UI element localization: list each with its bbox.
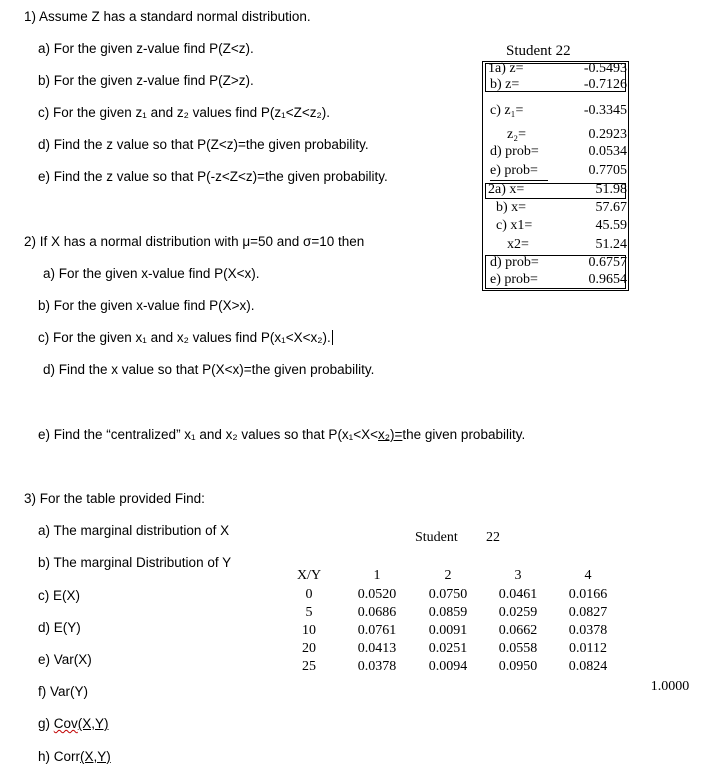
joint-table-row-header: 25 [302, 659, 316, 674]
joint-table-cell: 0.0761 [357, 623, 397, 638]
q3-part-a: a) The marginal distribution of X [38, 523, 230, 538]
student-table-label: c) z₁= [490, 103, 524, 118]
joint-table-col-header: 1 [373, 568, 381, 583]
q2-part-a: a) For the given x-value find P(X<x). [43, 266, 260, 281]
student-table-label: 2a) x= [488, 182, 525, 197]
student-table-value: -0.5493 [583, 61, 627, 76]
joint-table-cell: 0.0461 [498, 587, 538, 602]
q3-part-h-args: (X,Y) [80, 749, 111, 764]
q3-part-f: f) Var(Y) [38, 684, 88, 699]
student-table-label: c) x1= [496, 218, 533, 233]
student-table-value: 0.0534 [588, 144, 627, 159]
student-table-value: 0.2923 [588, 127, 627, 142]
student-table-label: 1a) z= [488, 61, 524, 76]
student-table-value: 0.7705 [588, 163, 627, 178]
q1-part-d: d) Find the z value so that P(Z<z)=the given probability. [38, 137, 369, 152]
q1-part-e: e) Find the z value so that P(-z<Z<z)=the given probability. [38, 169, 388, 184]
q3-title: 3) For the table provided Find: [24, 491, 205, 506]
q2-part-e-end: the given probability. [402, 427, 526, 442]
joint-table-cell: 0.0112 [569, 641, 607, 656]
q3-part-g-args: (X,Y) [77, 716, 109, 731]
joint-table-cell: 0.0686 [357, 605, 397, 620]
student-table-underline [490, 180, 548, 181]
q3-part-c: c) E(X) [38, 588, 80, 603]
joint-table-cell: 0.0558 [498, 641, 538, 656]
joint-table-total: 1.0000 [650, 679, 690, 694]
q3-part-d: d) E(Y) [38, 620, 81, 635]
joint-table-col-header: 2 [444, 568, 452, 583]
q3-part-e: e) Var(X) [38, 652, 92, 667]
joint-table-col-header: 3 [514, 568, 522, 583]
joint-table-cell: 0.0091 [428, 623, 468, 638]
student-table-label: z₂= [507, 127, 526, 142]
joint-table-col-header: 4 [584, 568, 592, 583]
q3-part-h [38, 749, 111, 764]
joint-table-cell: 0.0094 [428, 659, 468, 674]
joint-table-cell: 0.0824 [568, 659, 608, 674]
student-table-label: d) prob= [490, 255, 539, 270]
student-table-value: -0.7126 [583, 77, 627, 92]
joint-table-student-label: Student [415, 530, 458, 545]
student-table-value: 51.24 [595, 237, 627, 252]
student-table-value: 45.59 [595, 218, 627, 233]
joint-table-cell: 0.0378 [568, 623, 608, 638]
student-table-label: x2= [507, 237, 529, 252]
joint-table-cell: 0.0251 [428, 641, 468, 656]
joint-table-cell: 0.0378 [357, 659, 397, 674]
joint-table-cell: 0.0950 [498, 659, 538, 674]
q2-part-c[interactable] [38, 330, 333, 345]
q2-part-e-text: e) Find the “centralized” x₁ and x₂ values so that P(x₁<X< [38, 427, 379, 442]
student-table-value: 57.67 [595, 200, 627, 215]
q1-part-b: b) For the given z-value find P(Z>z). [38, 73, 254, 88]
joint-table-row-header: 20 [302, 641, 316, 656]
q2-part-e-underlined: x₂)= [378, 427, 403, 442]
q2-part-c-text: c) For the given x₁ and x₂ values find P(x₁<X<x₂). [38, 330, 331, 345]
joint-table-cell: 0.0166 [568, 587, 608, 602]
q3-part-b: b) The marginal Distribution of Y [38, 555, 232, 570]
text-cursor [332, 330, 333, 345]
joint-table-student-number: 22 [486, 530, 500, 545]
joint-table-row-header: 0 [305, 587, 313, 602]
student-table-label: b) x= [496, 200, 527, 215]
student-table-value: 51.98 [595, 182, 627, 197]
joint-table-cell: 0.0413 [357, 641, 397, 656]
q2-title: 2) If X has a normal distribution with μ=50 and σ=10 then [24, 234, 365, 249]
student-table-value: -0.3345 [583, 103, 627, 118]
joint-table-cell: 0.0750 [428, 587, 468, 602]
joint-table-corner: X/Y [296, 568, 322, 583]
q3-part-g [38, 716, 109, 731]
joint-table-cell: 0.0520 [357, 587, 397, 602]
joint-table-cell: 0.0662 [498, 623, 538, 638]
q3-part-h-text: h) Corr [38, 749, 81, 764]
q2-part-b: b) For the given x-value find P(X>x). [38, 298, 255, 313]
student-table-label: b) z= [490, 77, 520, 92]
joint-table-row-header: 10 [302, 623, 316, 638]
q1-title: 1) Assume Z has a standard normal distribution. [24, 9, 311, 24]
joint-table-cell: 0.0859 [428, 605, 468, 620]
joint-table-cell: 0.0259 [498, 605, 538, 620]
student-table-title: Student 22 [506, 43, 571, 59]
student-table-label: d) prob= [490, 144, 539, 159]
q1-part-a: a) For the given z-value find P(Z<z). [38, 41, 254, 56]
q3-part-g-cov: Cov [53, 716, 78, 731]
q3-part-g-text: g) [38, 716, 54, 731]
student-table-label: e) prob= [490, 272, 538, 287]
student-table-value: 0.9654 [588, 272, 627, 287]
q2-part-d: d) Find the x value so that P(X<x)=the given probability. [43, 362, 375, 377]
joint-table-row-header: 5 [305, 605, 313, 620]
student-table-label: e) prob= [490, 163, 538, 178]
q1-part-c: c) For the given z₁ and z₂ values find P(z₁<Z<z₂). [38, 105, 330, 120]
q2-part-e [38, 427, 525, 442]
student-table-value: 0.6757 [588, 255, 627, 270]
joint-table-cell: 0.0827 [568, 605, 608, 620]
